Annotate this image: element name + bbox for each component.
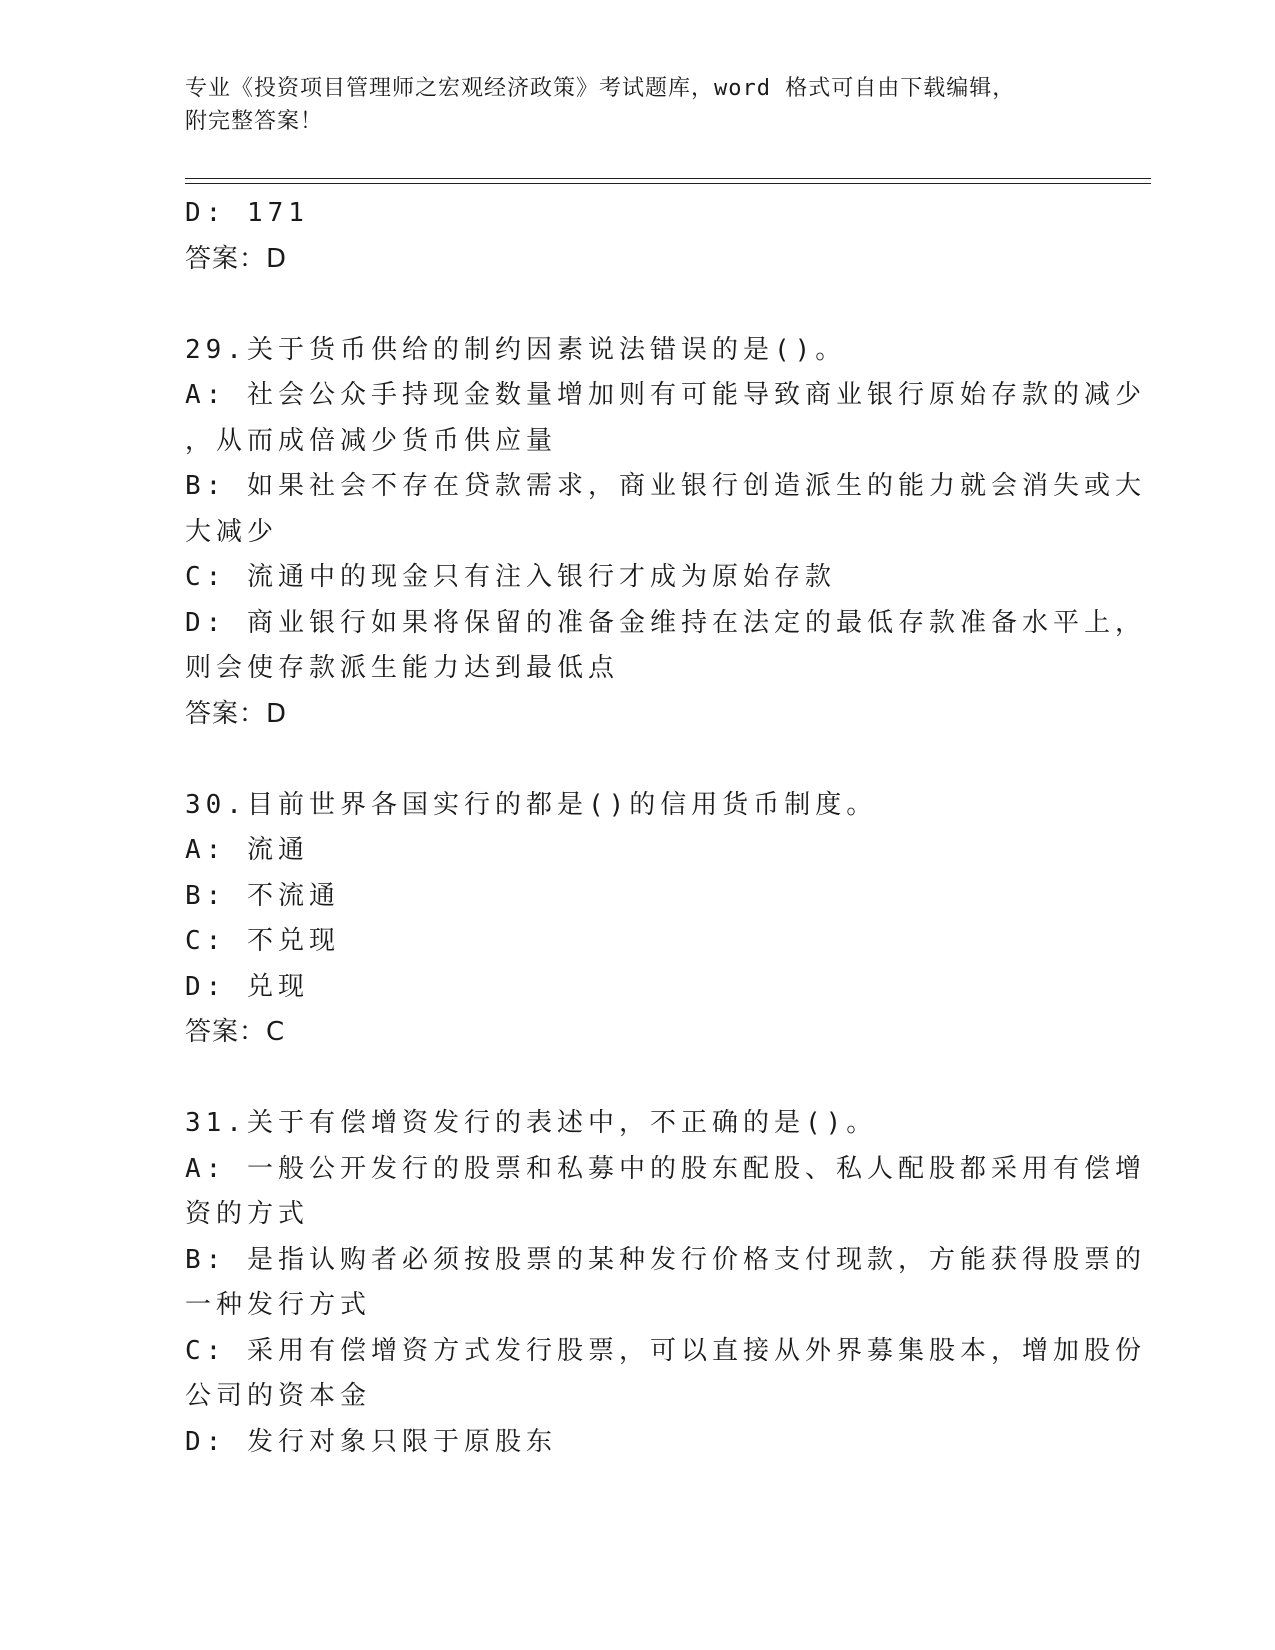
option-b: B: 如果社会不存在贷款需求，商业银行创造派生的能力就会消失或大 — [185, 471, 1146, 501]
header-divider-top — [185, 178, 1151, 179]
option-c: C: 不兑现 — [185, 926, 340, 956]
question-stem: 29.关于货币供给的制约因素说法错误的是()。 — [185, 334, 847, 365]
page-header — [185, 72, 1085, 138]
answer: 答案：C — [185, 1017, 286, 1047]
option-b-continued: 大减少 — [185, 516, 279, 547]
option-d: D: 发行对象只限于原股东 — [185, 1426, 557, 1457]
question-30 — [185, 783, 1085, 1056]
option-a-continued: 资的方式 — [185, 1199, 310, 1229]
header-line-1: 专业《投资项目管理师之宏观经济政策》考试题库，word 格式可自由下载编辑， — [185, 76, 1016, 101]
option-a: A: 流通 — [185, 835, 309, 865]
option-b: B: 是指认购者必须按股票的某种发行价格支付现款，方能获得股票的 — [185, 1244, 1146, 1275]
answer: 答案：D — [185, 698, 288, 729]
question-31 — [185, 1101, 1146, 1465]
spacer — [185, 1056, 1085, 1102]
option-c: C: 流通中的现金只有注入银行才成为原始存款 — [185, 562, 836, 592]
question-stem: 30.目前世界各国实行的都是()的信用货币制度。 — [185, 789, 878, 820]
option-d: D: 商业银行如果将保留的准备金维持在法定的最低存款准备水平上， — [185, 607, 1146, 638]
question-29 — [185, 328, 1146, 738]
option-d: D: 171 — [185, 198, 309, 228]
option-c: C: 采用有偿增资方式发行股票，可以直接从外界募集股本，增加股份 — [185, 1335, 1146, 1366]
header-line-2: 附完整答案！ — [185, 109, 324, 134]
spacer — [185, 737, 1085, 783]
option-b: B: 不流通 — [185, 880, 340, 911]
option-d-continued: 则会使存款派生能力达到最低点 — [185, 653, 620, 683]
question-content — [185, 191, 1146, 1465]
spacer — [185, 282, 1085, 328]
question-stem: 31.关于有偿增资发行的表述中，不正确的是()。 — [185, 1108, 878, 1138]
option-c-continued: 公司的资本金 — [185, 1381, 372, 1411]
header-divider-bottom — [185, 183, 1151, 184]
option-d: D: 兑现 — [185, 971, 309, 1002]
option-a: A: 社会公众手持现金数量增加则有可能导致商业银行原始存款的减少 — [185, 380, 1146, 410]
option-a-continued: ，从而成倍减少货币供应量 — [185, 425, 558, 456]
answer: 答案：D — [185, 243, 288, 274]
option-a: A: 一般公开发行的股票和私募中的股东配股、私人配股都采用有偿增 — [185, 1153, 1146, 1184]
option-b-continued: 一种发行方式 — [185, 1290, 372, 1320]
